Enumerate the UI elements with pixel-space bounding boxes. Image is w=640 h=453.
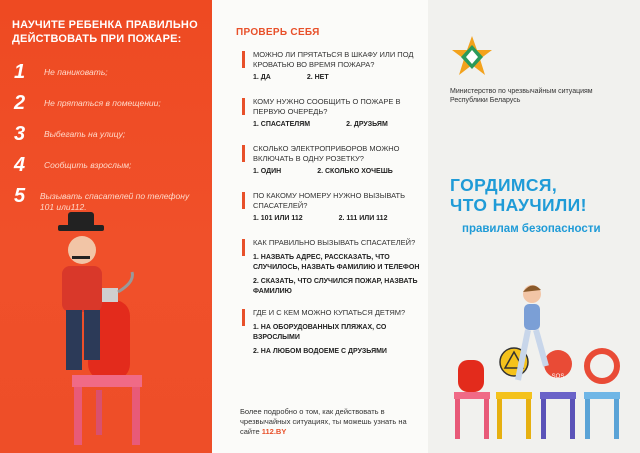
answer-option: 2. СКАЗАТЬ, ЧТО СЛУЧИЛСЯ ПОЖАР, НАЗВАТЬ ФАМИЛИЮ [253,278,418,295]
answer-row [253,74,422,81]
question-text: СКОЛЬКО ЭЛЕКТРОПРИБОРОВ МОЖНО ВКЛЮЧАТЬ В ОДНУ РОЗЕТКУ? [253,144,400,163]
child-with-extinguisher-illustration [40,200,210,450]
headline-line-1: ГОРДИМСЯ, [450,175,558,195]
tip-number: 2 [14,92,26,114]
question-text: МОЖНО ЛИ ПРЯТАТЬСЯ В ШКАФУ ИЛИ ПОД КРОВАТЬЮ ВО ВРЕМЯ ПОЖАРА? [253,50,414,69]
child-head [68,236,96,264]
answer-option: 1. НАЗВАТЬ АДРЕС, РАССКАЗАТЬ, ЧТО СЛУЧИЛОСЬ, НАЗВАТЬ ФАМИЛИЮ И ТЕЛЕФОН [253,254,420,271]
ministry-name: Министерство по чрезвычайным ситуациям Республики Беларусь [450,88,593,104]
tip-item [14,155,204,186]
tip-text: Не паниковать; [44,67,108,77]
subheadline: правилам безопасности [462,223,601,235]
quiz-list [242,50,422,357]
question-text: КОМУ НУЖНО СООБЩИТЬ О ПОЖАРЕ В ПЕРВУЮ ОЧЕРЕДЬ? [253,97,401,116]
headline [450,175,640,215]
tip-number: 1 [14,61,26,83]
extinguisher-valve [100,288,118,302]
answer-option: 1. ДА [253,74,271,81]
answer-option: 2. СКОЛЬКО ХОЧЕШЬ [317,168,393,175]
answer-row [253,215,422,222]
answer-row [253,121,422,128]
tip-item [14,62,204,93]
tip-text: Сообщить взрослым; [44,160,132,170]
left-panel [0,0,212,453]
tip-text: Вызывать спасателей по телефону 101 или112. [39,191,190,212]
quiz-question [242,308,422,357]
headline-line-2: ЧТО НАУЧИЛИ! [450,195,587,215]
fire-extinguisher-icon [458,360,484,392]
tip-item [14,124,204,155]
pink-chair-seat [72,375,142,387]
footer-note [240,407,420,437]
quiz-question [242,191,422,222]
quiz-question [242,50,422,81]
quiz-title: ПРОВЕРЬ СЕБЯ [236,27,320,38]
answer-option: 2. ДРУЗЬЯМ [346,121,388,128]
life-ring-icon [587,351,617,381]
answer-option: 1. НА ОБОРУДОВАННЫХ ПЛЯЖАХ, СО ВЗРОСЛЫМИ [253,324,387,341]
answer-row [253,168,422,175]
footer-text: Более подробно о том, как действовать в чрезвычайных ситуациях, ты можешь узнать на сайте [240,407,407,436]
quiz-question [242,97,422,128]
tip-number: 5 [14,185,26,207]
website-link[interactable]: 112.BY [261,427,287,436]
left-panel-title: НАУЧИТЕ РЕБЕНКА ПРАВИЛЬНО ДЕЙСТВОВАТЬ ПРИ ПОЖАРЕ: [12,19,198,45]
child-on-chairs-illustration [434,280,638,450]
fire-tips-list [14,62,204,217]
sos-label: SOS [551,374,565,380]
tip-number: 4 [14,154,26,176]
answer-option: 2. НА ЛЮБОМ ВОДОЕМЕ С ДРУЗЬЯМИ [253,348,387,355]
quiz-question [242,238,422,296]
answer-option: 1. СПАСАТЕЛЯМ [253,121,311,128]
mustache-prop [72,256,90,259]
right-panel [428,0,640,453]
question-text: ПО КАКОМУ НОМЕРУ НУЖНО ВЫЗЫВАТЬ СПАСАТЕЛЕЙ? [253,191,406,210]
ministry-emblem-icon [450,35,494,79]
answer-option: 1. 101 ИЛИ 112 [253,215,303,222]
question-text: ГДЕ И С КЕМ МОЖНО КУПАТЬСЯ ДЕТЯМ? [253,308,406,317]
tip-text: Не прятаться в помещении; [44,98,161,108]
answer-option: 2. НЕТ [306,74,329,81]
answer-option: 2. 111 ИЛИ 112 [338,215,388,222]
tip-number: 3 [14,123,26,145]
child-shirt [524,304,540,330]
middle-panel [212,0,428,453]
tip-text: Выбегать на улицу; [44,129,126,139]
tip-item [14,93,204,124]
answer-option: 1. ОДИН [253,168,282,175]
child-red-shirt [62,266,102,312]
quiz-question [242,144,422,175]
question-text: КАК ПРАВИЛЬНО ВЫЗЫВАТЬ СПАСАТЕЛЕЙ? [253,238,416,247]
